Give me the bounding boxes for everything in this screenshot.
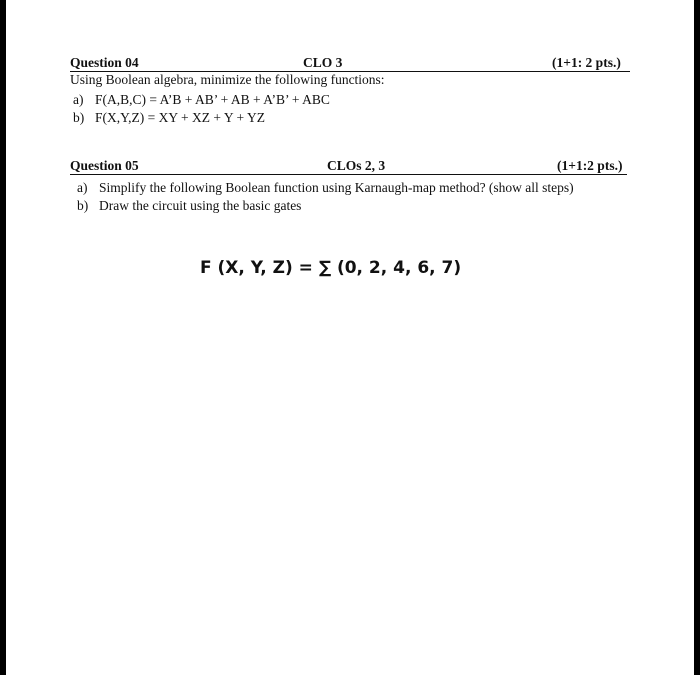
- question-05-clo: CLOs 2, 3: [327, 158, 386, 173]
- question-04-points: (1+1: 2 pts.): [552, 55, 621, 70]
- item-text: F(A,B,C) = A’B + AB’ + AB + A’B’ + ABC: [95, 92, 330, 107]
- boolean-function-formula: F (X, Y, Z) = ∑ (0, 2, 4, 6, 7): [200, 258, 462, 278]
- page-left-edge: [0, 0, 6, 675]
- item-marker: b): [73, 110, 85, 125]
- page-right-edge: [694, 0, 700, 675]
- item-marker: a): [77, 180, 88, 195]
- question-04-intro: Using Boolean algebra, minimize the following functions:: [70, 72, 385, 87]
- item-text: Draw the circuit using the basic gates: [99, 198, 302, 213]
- question-04-title: Question 04: [70, 55, 139, 70]
- question-05-rule: [70, 174, 627, 175]
- question-05-points: (1+1:2 pts.): [557, 158, 623, 173]
- item-text: F(X,Y,Z) = XY + XZ + Y + YZ: [95, 110, 265, 125]
- item-marker: b): [77, 198, 89, 213]
- item-text: Simplify the following Boolean function using Karnaugh-map method? (show all steps): [99, 180, 574, 195]
- question-04-clo: CLO 3: [303, 55, 343, 70]
- item-marker: a): [73, 92, 84, 107]
- question-05-title: Question 05: [70, 158, 139, 173]
